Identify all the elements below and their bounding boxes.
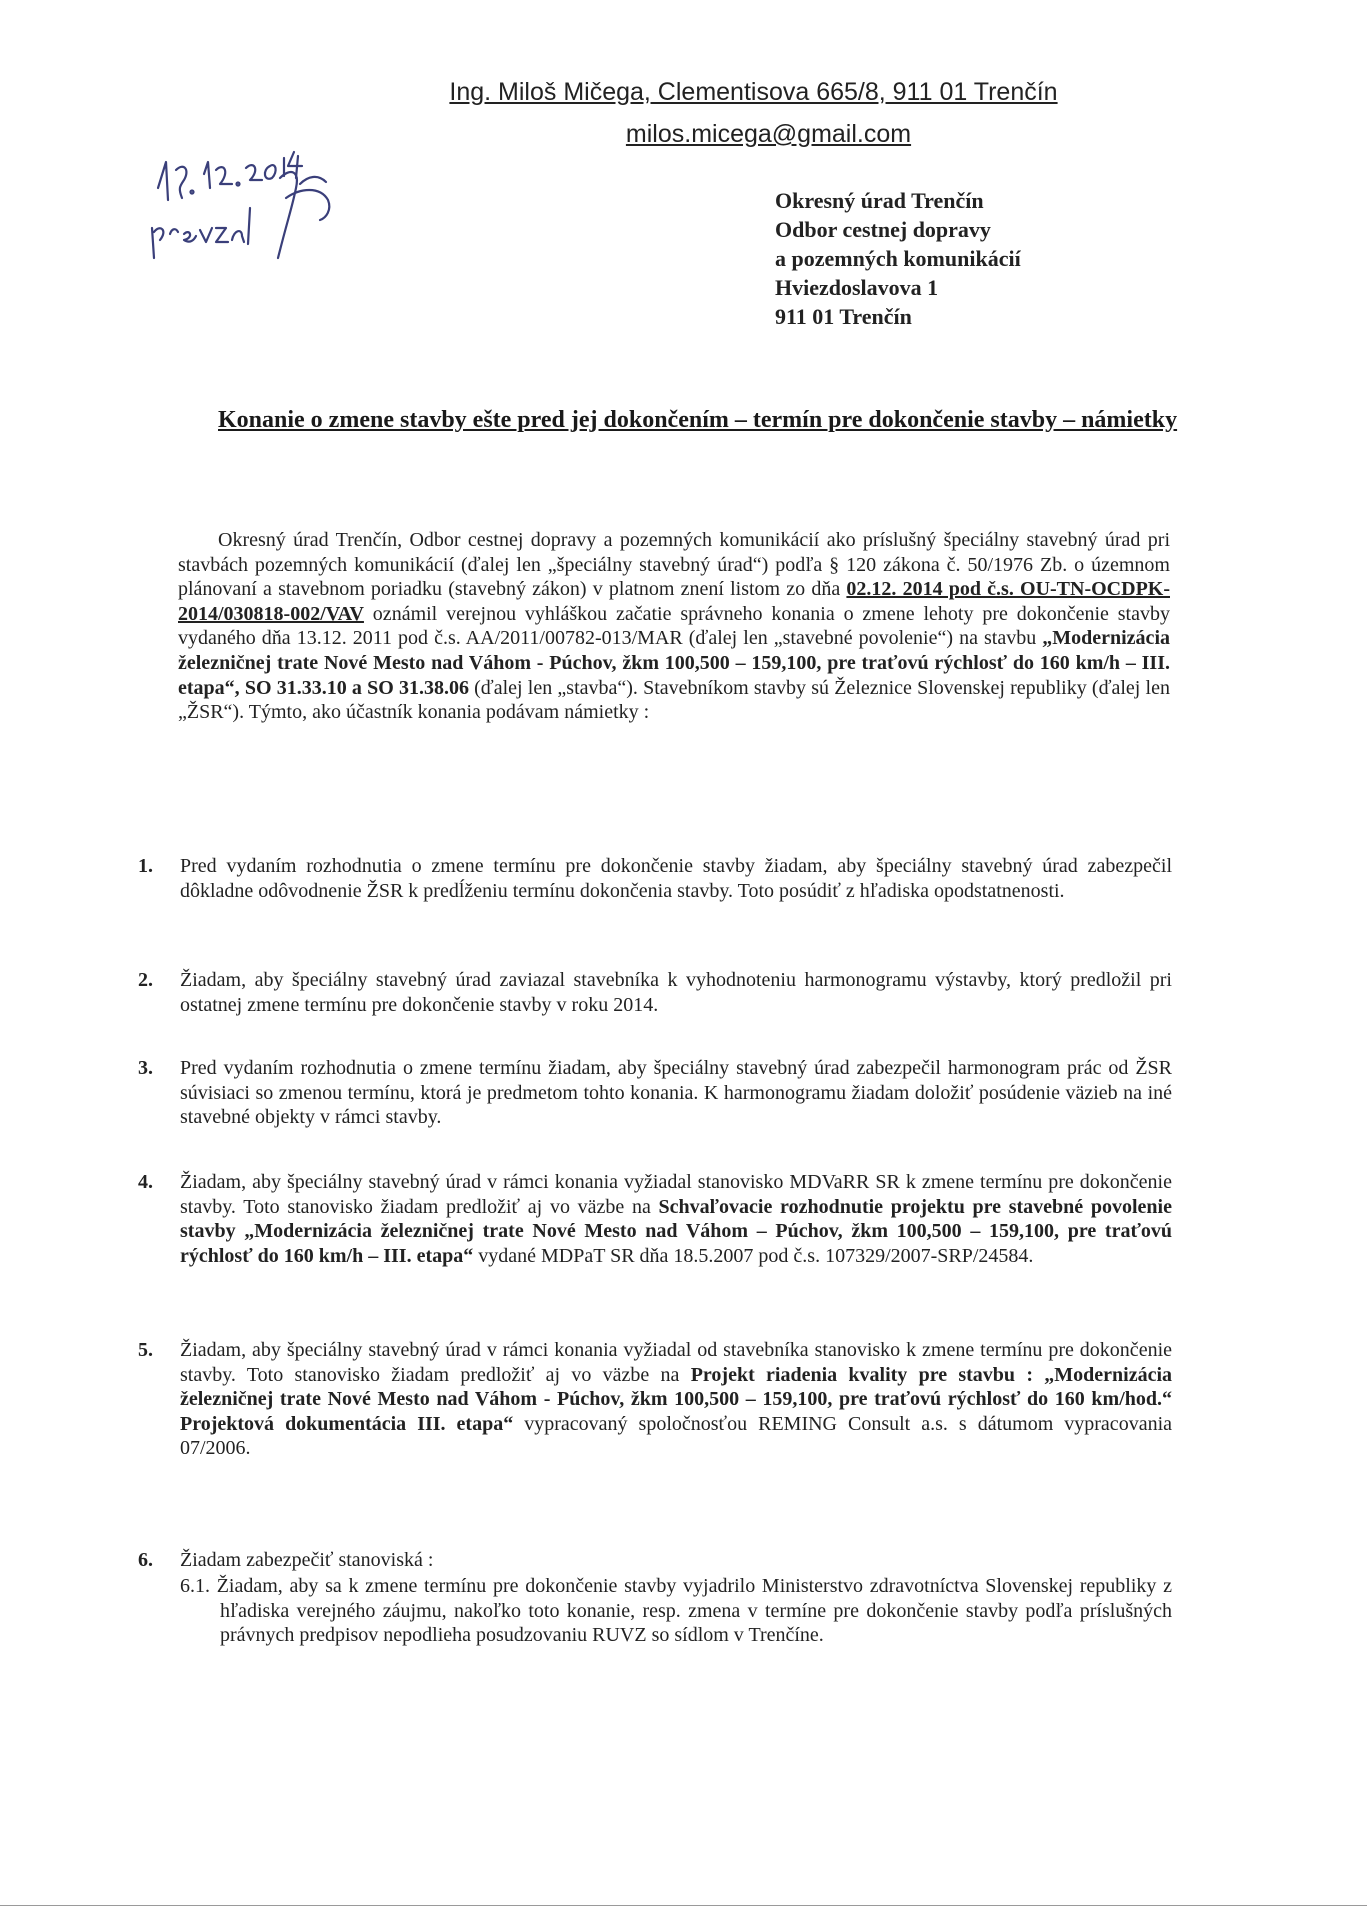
intro-text-2: oznámil verejnou vyhláškou začatie správneho konania o zmene lehoty pre dokončenie stavby vydaného dňa 13.12. 2011 pod č.s. AA/2011/00782-013/MAR (ďalej len „stavebné povolenie“) na stavbu xyxy=(178,602,1170,650)
intro-ref-number: 02.12. 2014 pod č.s. OU-TN-OCDPK-2014/030818-002/VAV xyxy=(178,578,1170,625)
item-text-part: vydané MDPaT SR dňa 18.5.2007 pod č.s. 107329/2007-SRP/24584. xyxy=(473,1244,1034,1267)
item-text-part: Žiadam, aby špeciálny stavebný úrad v rámci konania vyžiadal od stavebníka stanovisko k zmene termínu pre dokončenie stavby. Toto stanovisko žiadam predložiť aj vo väzbe na xyxy=(180,1339,1172,1386)
intro-text-1: Okresný úrad Trenčín, Odbor cestnej dopravy a pozemných komunikácií ako príslušný špeciálny stavebný úrad pri stavbách pozemných komunikácií (ďalej len „špeciálny stavebný úrad“) podľa § 120 zákona č. 50/1976 Zb. o územnom plánovaní a stavebnom poriadku (stavebný zákon) v platnom znení listom zo dňa xyxy=(178,529,1170,601)
intro-project-name: „Modernizácia železničnej trate Nové Mesto nad Váhom - Púchov, žkm 100,500 – 159,100, pre traťovú rýchlosť do 160 km/h – III. etapa“, SO 31.33.10 a SO 31.38.06 xyxy=(178,627,1170,699)
handwritten-receipt-note xyxy=(150,148,350,308)
item-bold-reference: Schvaľovacie rozhodnutie projektu pre stavebné povolenie stavby „Modernizácia železničnej trate Nové Mesto nad Váhom – Púchov, žkm 100,500 – 159,100, pre traťovú rýchlosť do 160 km/h – III. etapa“ xyxy=(180,1195,1172,1267)
item-text xyxy=(180,1338,1172,1461)
item-text: Pred vydaním rozhodnutia o zmene termínu pre dokončenie stavby žiadam, aby špeciálny stavebný úrad zabezpečil dôkladne odôvodnenie ŽSR k predĺženiu termínu dokončenia stavby. Toto posúdiť z hľadiska opodstatnenosti. xyxy=(180,855,1172,902)
sub-item-number: 6.1. xyxy=(180,1575,210,1597)
sub-item-body: Žiadam, aby sa k zmene termínu pre dokončenie stavby vyjadrilo Ministerstvo zdravotníctva Slovenskej republiky z hľadiska verejného záujmu, nakoľko toto konanie, resp. zmena v termíne pre dokončenie stavby podľa príslušných právnych predpisov nepodlieha posudzovaniu RUVZ so sídlom v Trenčíne. xyxy=(216,1575,1173,1647)
sender-name-address: Ing. Miloš Mičega, Clementisova 665/8, 911 01 Trenčín xyxy=(449,78,1058,106)
sub-item-text xyxy=(180,1574,1172,1648)
item-number: 5. xyxy=(138,1339,153,1361)
item-number: 3. xyxy=(138,1057,153,1079)
recipient-line-1: Okresný úrad Trenčín xyxy=(775,188,984,213)
recipient-address xyxy=(775,186,1021,331)
subject-heading: Konanie o zmene stavby ešte pred jej dokončením – termín pre dokončenie stavby – námietky xyxy=(218,407,1178,433)
page-bottom-edge xyxy=(0,1905,1367,1906)
intro-paragraph xyxy=(178,528,1170,725)
recipient-line-5: 911 01 Trenčín xyxy=(775,304,912,329)
item-text: Pred vydaním rozhodnutia o zmene termínu žiadam, aby špeciálny stavebný úrad zabezpečil harmonogram prác od ŽSR súvisiaci so zmenou termínu, ktorá je predmetom tohto konania. K harmonogramu žiadam doložiť posúdenie väzieb na iné stavebné objekty v rámci stavby. xyxy=(180,1057,1172,1129)
item-number: 1. xyxy=(138,855,153,877)
recipient-line-3: a pozemných komunikácií xyxy=(775,246,1021,271)
item-bold-reference: Projekt riadenia kvality pre stavbu : „Modernizácia železničnej trate Nové Mesto nad Váhom - Púchov, žkm 100,500 – 159,100, pre traťovú rýchlosť do 160 km/hod.“ Projektová dokumentácia III. etapa“ xyxy=(180,1363,1173,1435)
recipient-line-2: Odbor cestnej dopravy xyxy=(775,217,991,242)
sender-email: milos.micega@gmail.com xyxy=(625,120,912,148)
item-number: 4. xyxy=(138,1171,153,1193)
item-text-part: Žiadam, aby špeciálny stavebný úrad v rámci konania vyžiadal stanovisko MDVaRR SR k zmene termínu pre dokončenie stavby. Toto stanovisko žiadam predložiť aj vo väzbe na xyxy=(180,1171,1172,1218)
intro-text-3: (ďalej len „stavba“). Stavebníkom stavby sú Železnice Slovenskej republiky (ďalej len „ŽSR“). Týmto, ako účastník konania podávam námietky : xyxy=(178,676,1170,724)
item-number: 2. xyxy=(138,969,153,991)
item-text: Žiadam, aby špeciálny stavebný úrad zaviazal stavebníka k vyhodnoteniu harmonogramu výstavby, ktorý predložil pri ostatnej zmene termínu pre dokončenie stavby v roku 2014. xyxy=(180,969,1172,1016)
recipient-line-4: Hviezdoslavova 1 xyxy=(775,275,939,300)
item-text xyxy=(180,1170,1172,1268)
item-text: Žiadam zabezpečiť stanoviská : xyxy=(180,1549,434,1571)
item-text-part: vypracovaný spoločnosťou REMING Consult a.s. s dátumom vypracovania 07/2006. xyxy=(180,1412,1172,1460)
item-number: 6. xyxy=(138,1549,153,1571)
